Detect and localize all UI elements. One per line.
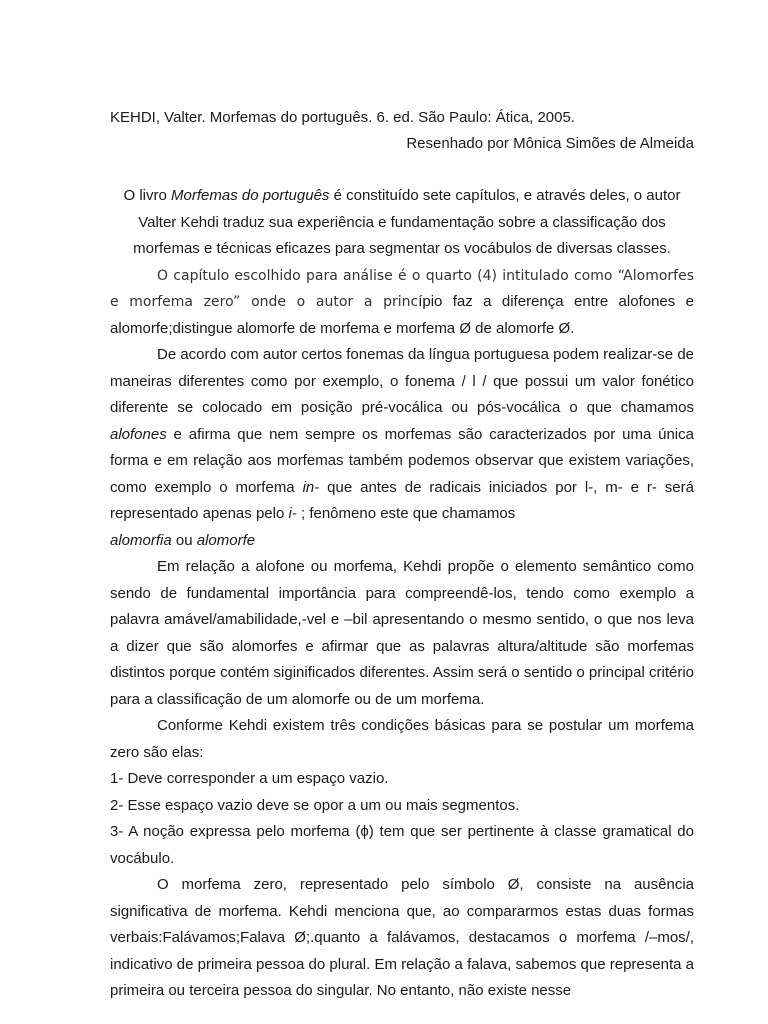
paragraph-text: De acordo com autor certos fonemas da língua portuguesa podem realizar-se de maneiras diferentes como por exemplo, o fonema / l / que possui um valor fonético diferente se colocado em posição pré-vocálica ou pós-vocálica o que chamamos	[110, 346, 694, 416]
bibliographic-citation: KEHDI, Valter. Morfemas do português. 6. ed. São Paulo: Ática, 2005.	[110, 109, 575, 126]
list-item: 2- Esse espaço vazio deve se opor a um ou mais segmentos.	[110, 796, 520, 814]
term-alomorfe: alomorfe	[196, 531, 256, 549]
paragraph-chapter	[110, 263, 694, 343]
blank-line	[110, 157, 694, 183]
paragraph-text: ou	[171, 531, 197, 549]
paragraph-text: O capítulo escolhido para análise é o quarto (4) intitulado como “Alomorfes e morfema zero” onde o autor a princ	[110, 267, 694, 310]
conditions-list	[110, 766, 694, 872]
paragraph-alofones	[110, 342, 694, 554]
paragraph-morfema-zero: O morfema zero, representado pelo símbolo Ø, consiste na ausência significativa de morfema. Kehdi menciona que, ao compararmos estas duas formas verbais:Falávamos;Falava Ø;.quanto a falávamos, destacamos o morfema /–mos/, indicativo de primeira pessoa do plural. Em relação a falava, sabemos que representa a primeira ou terceira pessoa do singular. No entanto, não existe nesse	[110, 876, 694, 999]
paragraph-text: O livro	[123, 187, 172, 204]
paragraph-text: ípio faz a diferença entre alofones e alomorfe;distingue alomorfe de morfema e morfema Ø de alomorfe Ø.	[110, 293, 694, 337]
list-item: 1- Deve corresponder a um espaço vazio.	[110, 770, 389, 787]
term-i: i-	[288, 505, 297, 522]
paragraph-intro	[110, 183, 694, 263]
paragraph-text: ; fenômeno este que chamamos	[296, 505, 516, 522]
reviewer-credit: Resenhado por Mônica Simões de Almeida	[406, 135, 694, 152]
paragraph-text: é constituído sete capítulos, e através deles, o autor Valter Kehdi traduz sua experiência e fundamentação sobre a classificação dos morfemas e técnicas eficazes para segmentar os vocábulos de diversas classes.	[133, 187, 681, 257]
term-alofones: alofones	[110, 425, 167, 443]
paragraph-text: que antes de radicais iniciados por l-, m- e r- será representado apenas pelo	[110, 478, 694, 522]
paragraph-conditions: Conforme Kehdi existem três condições básicas para se postular um morfema zero são elas:	[110, 717, 694, 761]
paragraph-text: e afirma que nem sempre os morfemas são caracterizados por uma única forma e em relação aos morfemas também podemos observar que existem variações, como exemplo o morfema	[110, 425, 694, 496]
document-page	[110, 105, 694, 1005]
term-alomorfia: alomorfia	[110, 531, 172, 549]
term-in: in-	[302, 478, 320, 496]
paragraph-semantic: Em relação a alofone ou morfema, Kehdi propõe o elemento semântico como sendo de fundamental importância para compreendê-los, tendo como exemplo a palavra amável/amabilidade,-vel e –bil apresentando o mesmo sentido, o que nos leva a dizer que são alomorfes e afirmar que as palavras altura/altitude são morfemas distintos porque contém siginificados diferentes. Assim será o sentido o principal critério para a classificação de um alomorfe ou de um morfema.	[110, 558, 694, 708]
list-item: 3- A noção expressa pelo morfema (ϕ) tem que ser pertinente à classe gramatical do vocábulo.	[110, 823, 694, 867]
book-title: Morfemas do português	[171, 187, 330, 204]
